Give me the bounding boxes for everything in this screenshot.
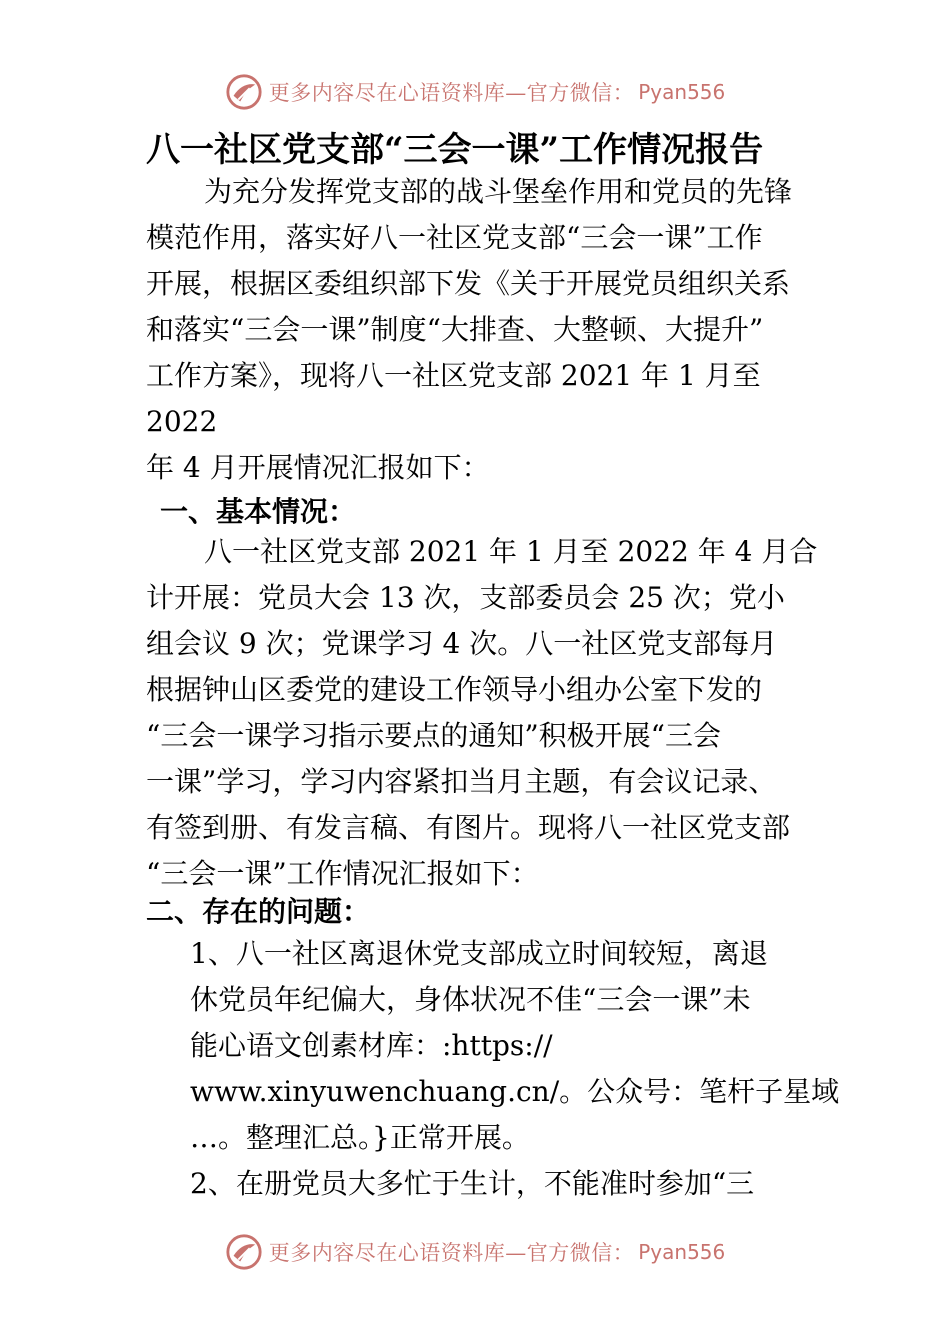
intro-line: 和落实“三会一课”制度“大排查、大整顿、大提升”: [146, 313, 764, 346]
brand-logo-icon: [225, 73, 263, 111]
watermark-text: 更多内容尽在心语资料库—官方微信：: [268, 81, 635, 105]
section2-line: 1、八一社区离退休党支部成立时间较短，离退: [190, 937, 768, 970]
section2-line: …。整理汇总。}正常开展。: [190, 1121, 530, 1154]
watermark-banner-bottom: [0, 1230, 950, 1274]
watermark-wechat-id: Pyan556: [638, 80, 726, 104]
document-title: 八一社区党支部“三会一课”工作情况报告: [146, 130, 764, 170]
section1-line: 八一社区党支部 2021 年 1 月至 2022 年 4 月合: [204, 535, 818, 568]
section1-line: 根据钟山区委党的建设工作领导小组办公室下发的: [146, 673, 763, 706]
section1-line: 一课”学习，学习内容紧扣当月主题，有会议记录、: [146, 765, 777, 798]
intro-line: 2022: [146, 405, 218, 438]
section1-line: 计开展：党员大会 13 次，支部委员会 25 次；党小: [146, 581, 785, 614]
intro-line: 开展，根据区委组织部下发《关于开展党员组织关系: [146, 267, 791, 300]
section2-line: www.xinyuwenchuang.cn/。公众号：笔杆子星域: [190, 1075, 840, 1108]
intro-line: 工作方案》，现将八一社区党支部 2021 年 1 月至: [146, 359, 761, 392]
section2-line: 能心语文创素材库：:https://: [190, 1029, 553, 1062]
watermark-banner-top: [0, 70, 950, 114]
section1-line: “三会一课学习指示要点的通知”积极开展“三会: [146, 719, 721, 752]
section1-line: 组会议 9 次；党课学习 4 次。八一社区党支部每月: [146, 627, 778, 660]
intro-line: 年 4 月开展情况汇报如下：: [146, 451, 490, 484]
section2-line: 2、在册党员大多忙于生计，不能准时参加“三: [190, 1167, 755, 1200]
section2-line: 休党员年纪偏大，身体状况不佳“三会一课”未: [190, 983, 751, 1016]
section-heading-problems: 二、存在的问题：: [146, 895, 371, 928]
brand-logo-icon: [225, 1233, 263, 1271]
intro-line: 模范作用，落实好八一社区党支部“三会一课”工作: [146, 221, 763, 254]
section-heading-basic-info: 一、基本情况：: [160, 495, 357, 528]
section1-line: 有签到册、有发言稿、有图片。现将八一社区党支部: [146, 811, 791, 844]
section1-line: “三会一课”工作情况汇报如下：: [146, 857, 539, 890]
watermark-wechat-id: Pyan556: [638, 1240, 726, 1264]
intro-line: 为充分发挥党支部的战斗堡垒作用和党员的先锋: [204, 175, 793, 208]
watermark-text: 更多内容尽在心语资料库—官方微信：: [268, 1241, 635, 1265]
